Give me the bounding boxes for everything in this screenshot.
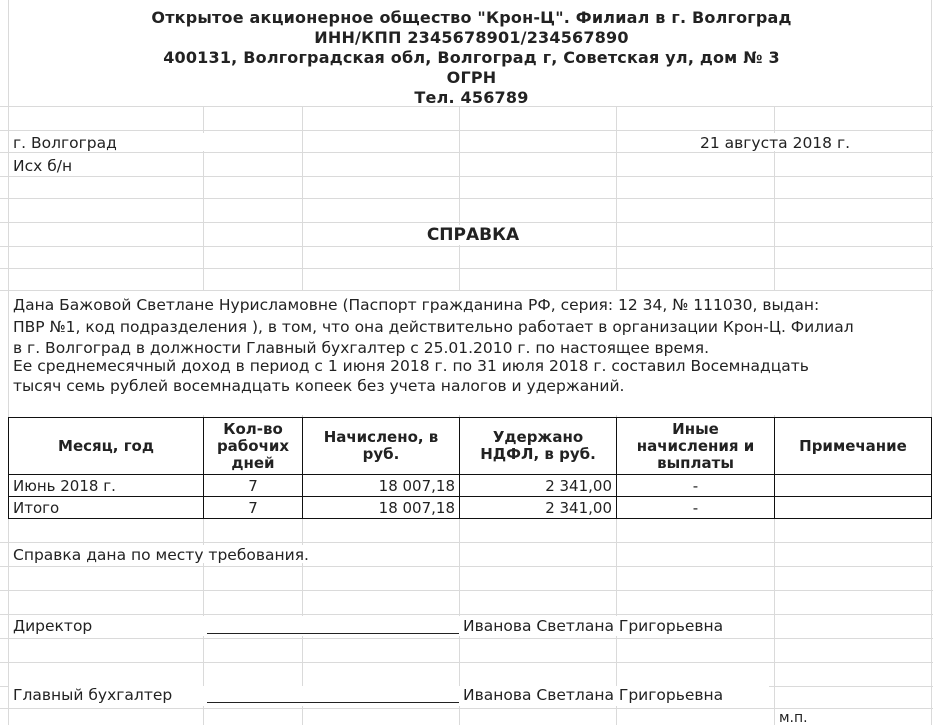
accountant-signature-line (207, 702, 459, 703)
body-line: тысяч семь рублей восемнадцать копеек без учета налогов и удержаний. (13, 377, 625, 395)
cell-month: Июнь 2018 г. (9, 475, 204, 497)
accountant-name: Иванова Светлана Григорьевна (463, 686, 724, 704)
total-days: 7 (204, 497, 303, 519)
body-line: Ее среднемесячный доход в период с 1 июня 2018 г. по 31 июля 2018 г. составил Восемнадцать (13, 357, 809, 375)
document-date: 21 августа 2018 г. (700, 134, 851, 152)
table-total-row (9, 497, 932, 519)
purpose-note: Справка дана по месту требования. (13, 546, 309, 564)
document-title: СПРАВКА (426, 225, 520, 245)
org-name: Открытое акционерное общество "Крон-Ц". Филиал в г. Волгоград (151, 8, 792, 27)
director-name: Иванова Светлана Григорьевна (463, 617, 724, 635)
director-signature-line (207, 633, 459, 634)
org-phone: Тел. 456789 (414, 88, 529, 107)
cell-ndfl: 2 341,00 (460, 475, 617, 497)
cell-note (775, 475, 932, 497)
total-ndfl: 2 341,00 (460, 497, 617, 519)
accountant-label: Главный бухгалтер (13, 686, 173, 704)
col-other-header: Иные начисления и выплаты (617, 418, 775, 475)
body-line: в г. Волгоград в должности Главный бухгалтер с 25.01.2010 г. по настоящее время. (13, 339, 709, 357)
cell-other: - (617, 475, 775, 497)
org-address: 400131, Волгоградская обл, Волгоград г, Советская ул, дом № 3 (163, 48, 780, 67)
total-note (775, 497, 932, 519)
stamp-place: м.п. (779, 710, 808, 726)
cell-days: 7 (204, 475, 303, 497)
body-line: Дана Бажовой Светлане Нурисламовне (Паспорт гражданина РФ, серия: 12 34, № 111030, выдан: (13, 296, 820, 314)
col-accrued-header: Начислено, в руб. (303, 418, 460, 475)
col-note-header: Примечание (775, 418, 932, 475)
income-table (8, 417, 932, 519)
col-days-header: Кол-во рабочих дней (204, 418, 303, 475)
total-label: Итого (9, 497, 204, 519)
table-row (9, 475, 932, 497)
city: г. Волгоград (13, 134, 117, 152)
total-other: - (617, 497, 775, 519)
org-ogrn: ОГРН (446, 68, 497, 87)
col-ndfl-header: Удержано НДФЛ, в руб. (460, 418, 617, 475)
col-month-header: Месяц, год (9, 418, 204, 475)
body-line: ПВР №1, код подразделения ), в том, что она действительно работает в организации Крон-Ц. Филиал (13, 318, 854, 336)
table-header-row (9, 418, 932, 475)
director-label: Директор (13, 617, 93, 635)
cell-accrued: 18 007,18 (303, 475, 460, 497)
outgoing-number: Исх б/н (13, 157, 73, 175)
total-accrued: 18 007,18 (303, 497, 460, 519)
org-inn-kpp: ИНН/КПП 2345678901/234567890 (314, 28, 629, 47)
